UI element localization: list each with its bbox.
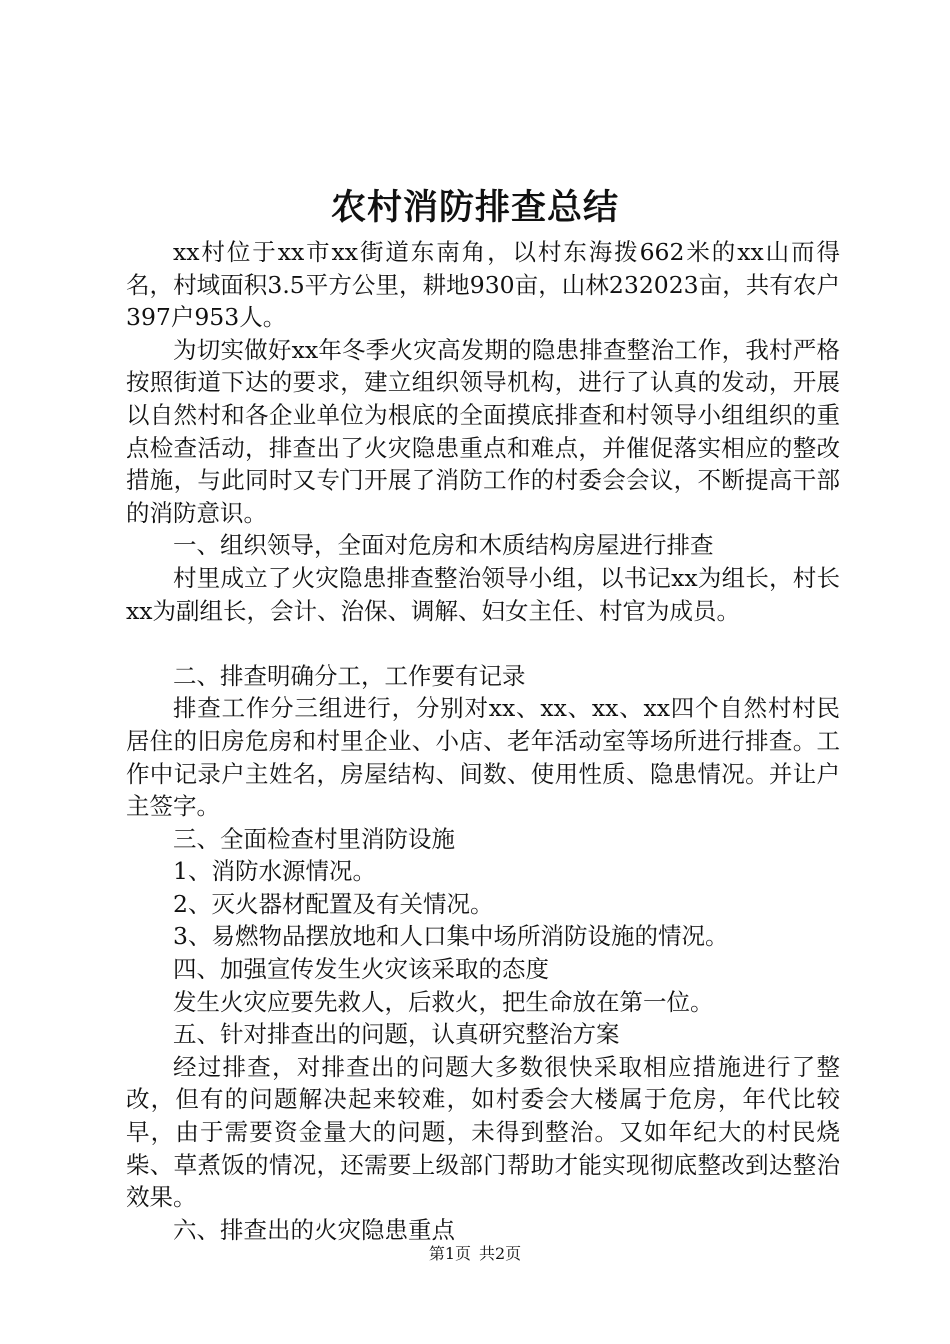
paragraph-section-5: 经过排查，对排查出的问题大多数很快采取相应措施进行了整改，但有的问题解决起来较难，如村委会大楼属于危房，年代比较早，由于需要资金量大的问题，未得到整治。又如年纪大的村民烧柴、草煮饭的情况，还需要上级部门帮助才能实现彻底整改到达整治效果。 bbox=[126, 1052, 840, 1212]
list-item: 2、灭火器材配置及有关情况。 bbox=[173, 889, 494, 918]
paragraph-section-2: 排查工作分三组进行，分别对xx、xx、xx、xx四个自然村村民居住的旧房危房和村里企业、小店、老年活动室等场所进行排查。工作中记录户主姓名，房屋结构、间数、使用性质、隐患情况。并让户主签字。 bbox=[126, 694, 840, 821]
section-heading-1: 一、组织领导，全面对危房和木质结构房屋进行排查 bbox=[173, 531, 714, 560]
section-heading-5: 五、针对排查出的问题，认真研究整治方案 bbox=[173, 1020, 620, 1049]
page-number: 第1页 bbox=[428, 1244, 471, 1263]
paragraph-section-4: 发生火灾应要先救人，后救火，把生命放在第一位。 bbox=[173, 987, 714, 1016]
paragraph-gap bbox=[126, 627, 840, 660]
section-heading-2: 二、排查明确分工，工作要有记录 bbox=[173, 661, 526, 690]
paragraph-intro: xx村位于xx市xx街道东南角，以村东海拨662米的xx山而得名，村域面积3.5平方公里，耕地930亩，山林232023亩，共有农户397户953人。 bbox=[126, 238, 840, 332]
section-heading-4: 四、加强宣传发生火灾该采取的态度 bbox=[173, 955, 549, 984]
paragraph-background: 为切实做好xx年冬季火灾高发期的隐患排查整治工作，我村严格按照街道下达的要求，建立组织领导机构，进行了认真的发动，开展以自然村和各企业单位为根底的全面摸底排查和村领导小组组织的重点检查活动，排查出了火灾隐患重点和难点，并催促落实相应的整改措施，与此同时又专门开展了消防工作的村委会会议，不断提高干部的消防意识。 bbox=[126, 335, 840, 527]
section-heading-6: 六、排查出的火灾隐患重点 bbox=[173, 1215, 455, 1244]
list-item: 3、易燃物品摆放地和人口集中场所消防设施的情况。 bbox=[173, 922, 729, 951]
page-title: 农村消防排查总结 bbox=[330, 187, 619, 228]
page-total: 共2页 bbox=[479, 1244, 522, 1263]
page-footer bbox=[0, 1244, 950, 1264]
section-heading-3: 三、全面检查村里消防设施 bbox=[173, 824, 455, 853]
document-body bbox=[126, 236, 840, 1246]
paragraph-section-1: 村里成立了火灾隐患排查整治领导小组，以书记xx为组长，村长xx为副组长，会计、治保、调解、妇女主任、村官为成员。 bbox=[126, 563, 840, 625]
list-item: 1、消防水源情况。 bbox=[173, 857, 376, 886]
